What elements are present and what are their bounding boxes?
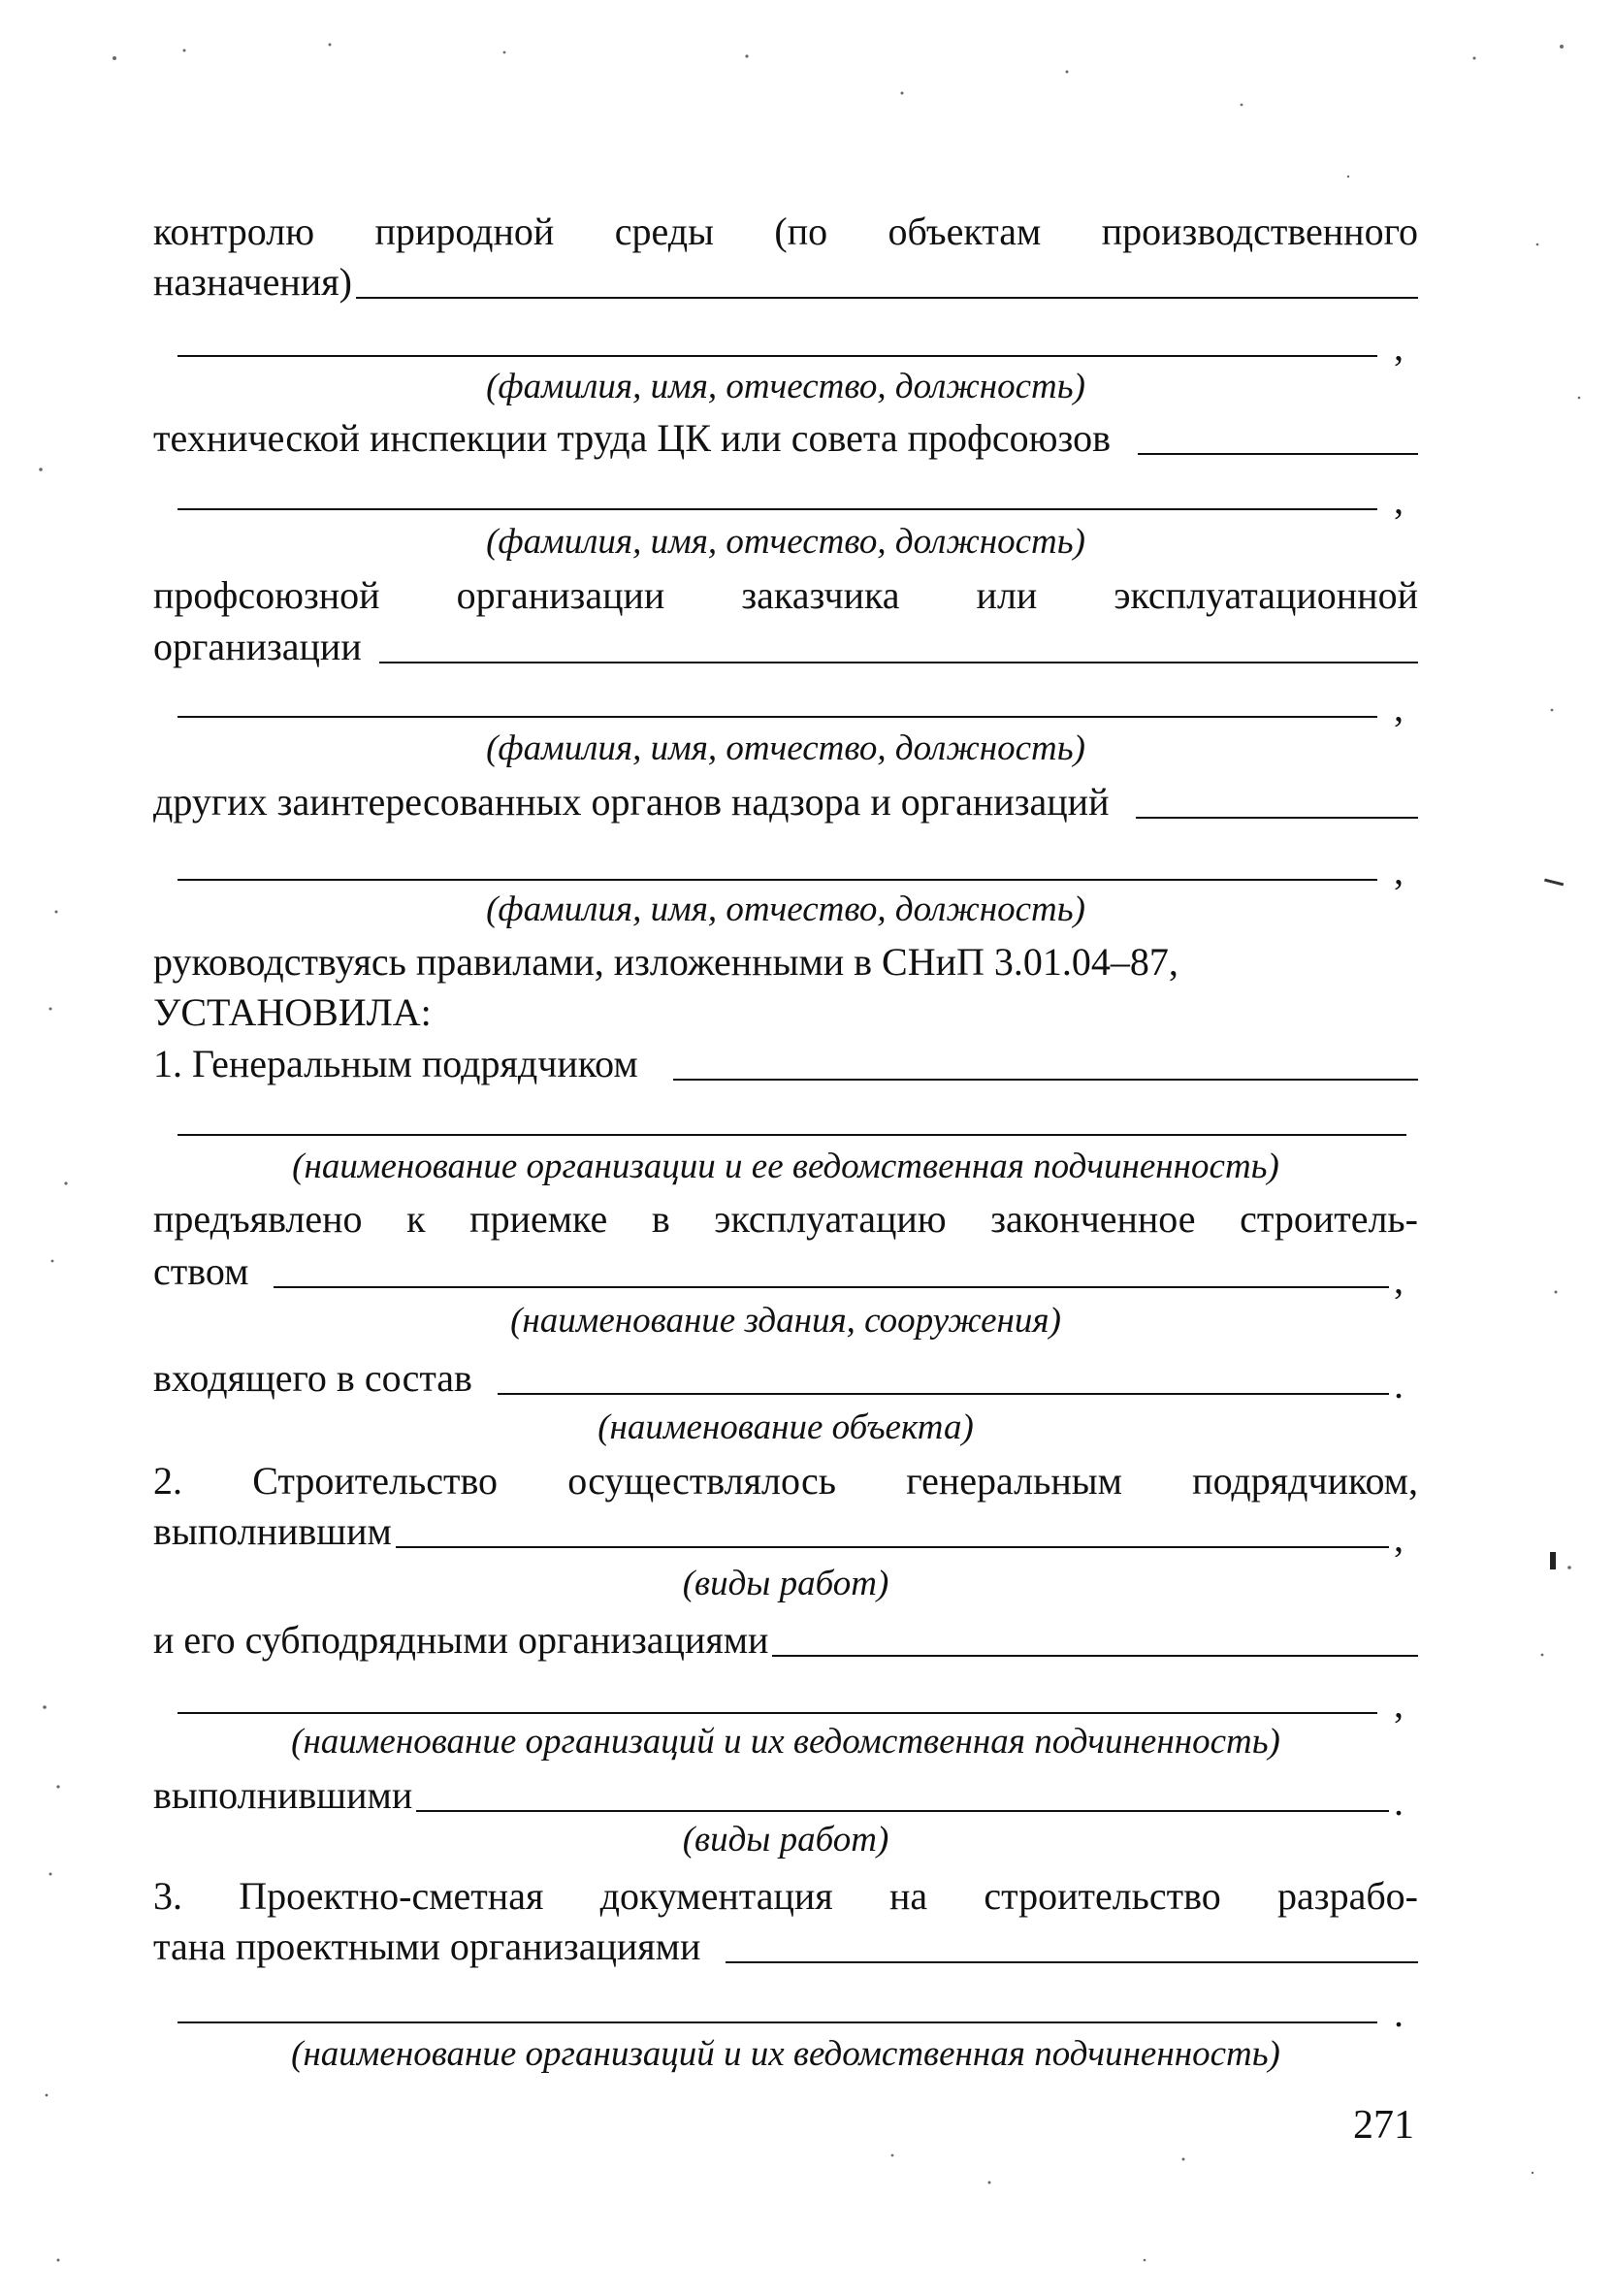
field-label: назначения) (153, 260, 352, 304)
field-label: входящего в состав (153, 1356, 472, 1400)
field-label: тана проектными организациями (153, 1924, 701, 1968)
fill-in-line (673, 1044, 1418, 1081)
text-line-with-blank (153, 621, 1418, 673)
fill-in-line (178, 2020, 1377, 2023)
text-line-with-blank (153, 1614, 1418, 1666)
field-label: 1. Генеральным подрядчиком (153, 1042, 638, 1085)
fill-in-line (178, 714, 1377, 718)
fill-in-line (1136, 782, 1418, 819)
field-label: и его субподрядными организациями (153, 1618, 769, 1662)
comma: , (1394, 849, 1404, 892)
fill-in-line (726, 1926, 1418, 1963)
comma: , (1394, 1258, 1404, 1302)
field-caption: (виды работ) (682, 1820, 889, 1859)
fill-in-line (178, 1132, 1406, 1136)
field-caption: (фамилия, имя, отчество, должность) (486, 889, 1085, 929)
text-line: профсоюзной организации заказчика или эксплуатационной (153, 573, 1418, 617)
field-caption: (наименование организации и ее ведомственная подчиненность) (292, 1147, 1279, 1186)
text-line-with-blank (153, 776, 1418, 828)
comma: , (1394, 686, 1404, 729)
comma: , (1394, 478, 1404, 522)
text-line (153, 936, 1418, 988)
text-line-with-blank (153, 256, 1418, 308)
field-label: технической инспекции труда ЦК или совета профсоюзов (153, 416, 1111, 460)
text-line-with-blank (153, 412, 1418, 465)
field-caption: (наименование здания, сооружения) (510, 1301, 1061, 1341)
field-label: выполнившими (153, 1773, 413, 1817)
fill-in-line (178, 877, 1377, 881)
comma: , (1394, 325, 1404, 369)
fill-in-line (178, 506, 1377, 510)
field-label: других заинтересованных органов надзора и организаций (153, 780, 1110, 824)
text-line: предъявлено к приемке в эксплуатацию законченное строитель- (153, 1197, 1418, 1241)
comma: , (1394, 1516, 1404, 1560)
fill-in-line (178, 1710, 1377, 1714)
period: . (1394, 1363, 1404, 1407)
field-caption: (наименование объекта) (597, 1407, 974, 1447)
page-number: 271 (1353, 2103, 1414, 2148)
text-line-with-blank (153, 1038, 1418, 1090)
text-line-with-blank (153, 1769, 1418, 1822)
period: . (1394, 1991, 1404, 2035)
field-caption: (наименование организаций и их ведомственная подчиненность) (291, 1722, 1280, 1762)
fill-in-line (498, 1358, 1389, 1395)
fill-in-line (416, 1775, 1389, 1812)
text-line-with-blank (153, 1352, 1418, 1405)
field-label: ством (153, 1249, 249, 1293)
text-line: 3. Проектно-сметная документация на строительство разрабо- (153, 1874, 1418, 1918)
field-caption: (фамилия, имя, отчество, должность) (486, 728, 1085, 768)
section-heading (153, 986, 1418, 1039)
text-line-with-blank (153, 1921, 1418, 1973)
heading-text: УСТАНОВИЛА: (153, 990, 432, 1034)
fill-in-line (356, 262, 1418, 299)
field-caption: (фамилия, имя, отчество, должность) (486, 522, 1085, 562)
field-label: организации (153, 625, 362, 668)
text-line-with-blank (153, 1245, 1418, 1302)
comma: , (1394, 1682, 1404, 1726)
text-line-with-blank (153, 1505, 1418, 1558)
fill-in-line (1138, 418, 1418, 455)
field-caption: (фамилия, имя, отчество, должность) (486, 367, 1085, 406)
text-content: руководствуясь правилами, изложенными в СНиП 3.01.04–87, (153, 940, 1178, 984)
text-line: контролю природной среды (по объектам производственного (153, 210, 1418, 253)
fill-in-line (379, 627, 1418, 663)
fill-in-line (274, 1251, 1389, 1288)
period: . (1394, 1780, 1404, 1824)
fill-in-line (178, 353, 1377, 357)
field-caption: (наименование организаций и их ведомственная подчиненность) (291, 2034, 1280, 2074)
fill-in-line (772, 1620, 1418, 1657)
fill-in-line (396, 1511, 1389, 1548)
field-label: выполнившим (153, 1509, 392, 1553)
text-line: 2. Строительство осуществлялось генеральным подрядчиком, (153, 1459, 1418, 1503)
field-caption: (виды работ) (682, 1564, 889, 1603)
